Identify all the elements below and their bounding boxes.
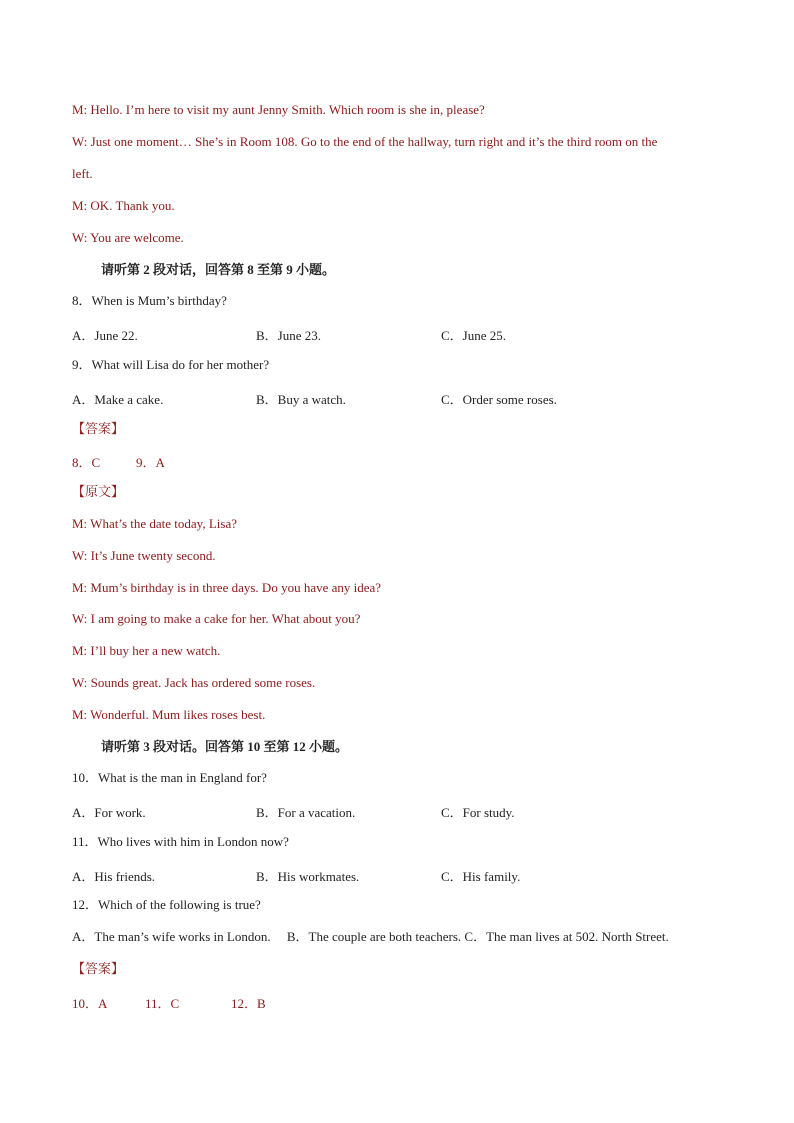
answer-item: 10．A [72,996,108,1011]
option-a: A．For work. [72,805,146,820]
dialogue-line: M: Mum’s birthday is in three days. Do you have any idea? [72,580,382,595]
dialogue-line: W: Sounds great. Jack has ordered some roses. [72,675,316,690]
option-b: B．His workmates. [256,869,360,884]
answer-tag: 【答案】 [72,421,125,436]
question-stem: 8．When is Mum’s birthday? [72,293,227,308]
option-c: C．For study. [441,805,515,820]
question-stem: 12．Which of the following is true? [72,897,261,912]
dialogue-line: W: You are welcome. [72,230,184,245]
option-b: B．Buy a watch. [256,392,346,407]
dialogue-line: W: Just one moment… She’s in Room 108. Go to the end of the hallway, turn right and it’s the third room on the [72,134,658,149]
dialogue-line: M: OK. Thank you. [72,198,175,213]
answer-item: 8．C [72,455,101,470]
option-c: C．Order some roses. [441,392,557,407]
option-c: C．His family. [441,869,521,884]
option-a: A．June 22. [72,328,138,343]
dialogue-line: M: Wonderful. Mum likes roses best. [72,707,266,722]
option-b: B．June 23. [256,328,322,343]
option-b: B．For a vacation. [256,805,356,820]
section-heading: 请听第 3 段对话。回答第 10 至第 12 小题。 [101,739,349,754]
answer-item: 11．C [145,996,180,1011]
question-stem: 10．What is the man in England for? [72,770,267,785]
option-a: A．Make a cake. [72,392,164,407]
answer-item: 9．A [136,455,165,470]
option-c: C．June 25. [441,328,507,343]
question-stem: 11．Who lives with him in London now? [72,834,289,849]
dialogue-line: left. [72,166,93,181]
transcript-tag: 【原文】 [72,484,125,499]
options-line: A．The man’s wife works in London. B．The couple are both teachers. C．The man lives at 502. North Street. [72,929,669,944]
dialogue-line: M: What’s the date today, Lisa? [72,516,237,531]
answer-tag: 【答案】 [72,961,125,976]
dialogue-line: W: It’s June twenty second. [72,548,216,563]
question-stem: 9．What will Lisa do for her mother? [72,357,270,372]
answer-item: 12．B [231,996,266,1011]
dialogue-line: M: Hello. I’m here to visit my aunt Jenny Smith. Which room is she in, please? [72,102,485,117]
dialogue-line: M: I’ll buy her a new watch. [72,643,221,658]
option-a: A．His friends. [72,869,156,884]
section-heading: 请听第 2 段对话，回答第 8 至第 9 小题。 [101,262,336,277]
dialogue-line: W: I am going to make a cake for her. What about you? [72,611,361,626]
